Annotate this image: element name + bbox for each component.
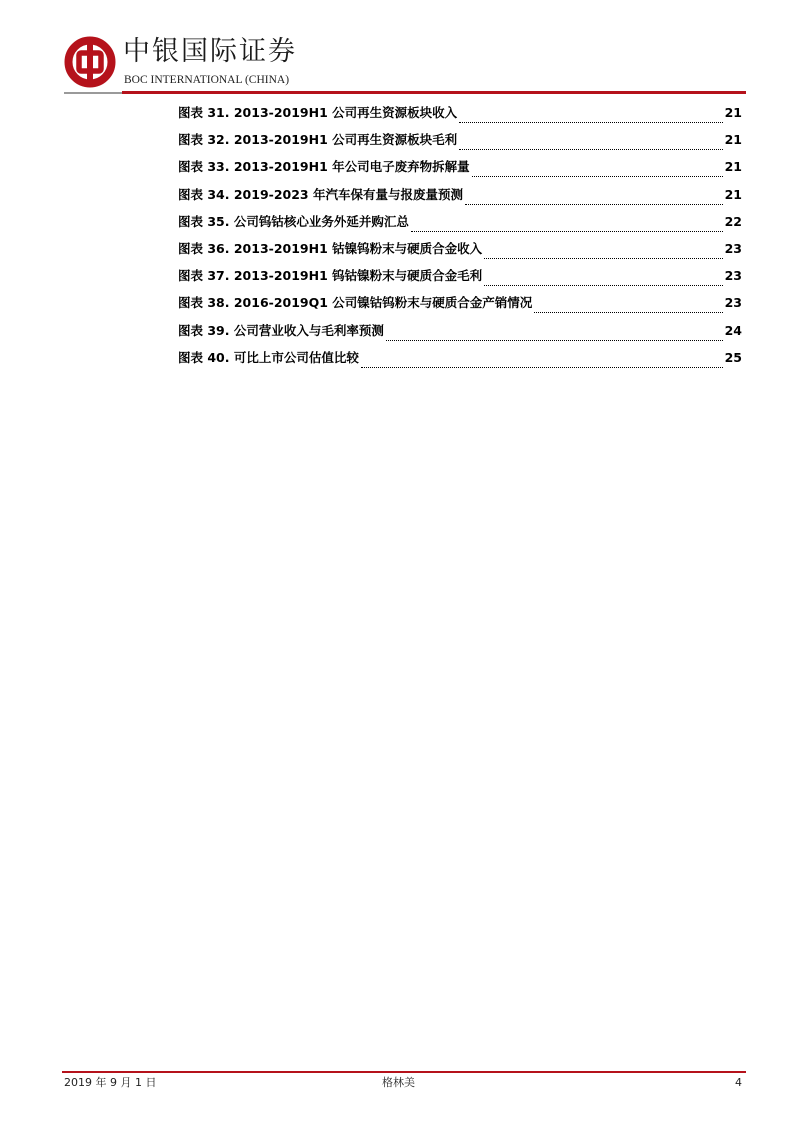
toc-entry-page: 22 [724, 213, 742, 229]
toc-entry[interactable] [178, 239, 742, 266]
toc-entry[interactable] [178, 212, 742, 239]
footer-date: 2019 年 9 月 1 日 [64, 1076, 157, 1089]
toc-entry-label: 图表 40. 可比上市公司估值比较 [178, 349, 359, 365]
toc-entry[interactable] [178, 130, 742, 157]
toc-entry-label: 图表 33. 2013-2019H1 年公司电子废弃物拆解量 [178, 159, 470, 175]
toc-entry[interactable] [178, 185, 742, 212]
toc-entry-page: 25 [724, 349, 742, 365]
toc-entry-page: 21 [724, 159, 742, 175]
toc-entry-page: 23 [724, 295, 742, 311]
toc-entry[interactable] [178, 321, 742, 348]
toc-entry-page: 21 [724, 132, 742, 148]
toc-entry[interactable] [178, 348, 742, 375]
toc-entry-label: 图表 36. 2013-2019H1 钴镍钨粉末与硬质合金收入 [178, 240, 483, 256]
toc-entry-page: 21 [724, 186, 742, 202]
dot-leader [386, 330, 723, 341]
toc-entry[interactable] [178, 157, 742, 184]
toc-entry[interactable] [178, 266, 742, 293]
brand-name-chinese: 中银国际证券 [123, 36, 297, 67]
brand-name-english: BOC INTERNATIONAL (CHINA) [124, 74, 290, 86]
toc-entry-page: 23 [724, 240, 742, 256]
toc-entry-label: 图表 31. 2013-2019H1 公司再生资源板块收入 [178, 105, 458, 120]
toc-entry-label: 图表 35. 公司钨钴核心业务外延并购汇总 [178, 213, 409, 229]
toc-entry[interactable] [178, 293, 742, 320]
toc-entry-label: 图表 38. 2016-2019Q1 公司镍钴钨粉末与硬质合金产销情况 [178, 295, 533, 311]
footer-page-number: 4 [735, 1076, 742, 1089]
dot-leader [472, 166, 723, 177]
toc-entry-label: 图表 37. 2013-2019H1 钨钴镍粉末与硬质合金毛利 [178, 268, 483, 284]
dot-leader [534, 302, 722, 313]
footer-company-name: 格林美 [382, 1076, 415, 1089]
dot-leader [484, 248, 722, 259]
toc-entry-label: 图表 39. 公司营业收入与毛利率预测 [178, 322, 384, 338]
header-divider [64, 90, 746, 95]
dot-leader [465, 194, 723, 205]
toc-entry-page: 24 [724, 322, 742, 338]
dot-leader [411, 221, 723, 232]
toc-entry[interactable] [178, 103, 742, 130]
toc-entry-page: 23 [724, 268, 742, 284]
boc-logo-icon [64, 36, 116, 88]
dot-leader [361, 357, 723, 368]
dot-leader [459, 139, 722, 150]
dot-leader [459, 112, 722, 123]
toc-entry-label: 图表 34. 2019-2023 年汽车保有量与报废量预测 [178, 186, 463, 202]
toc-entry-page: 21 [724, 105, 742, 120]
figure-list [178, 103, 742, 375]
footer-divider [62, 1071, 746, 1073]
toc-entry-label: 图表 32. 2013-2019H1 公司再生资源板块毛利 [178, 132, 458, 148]
dot-leader [484, 275, 722, 286]
